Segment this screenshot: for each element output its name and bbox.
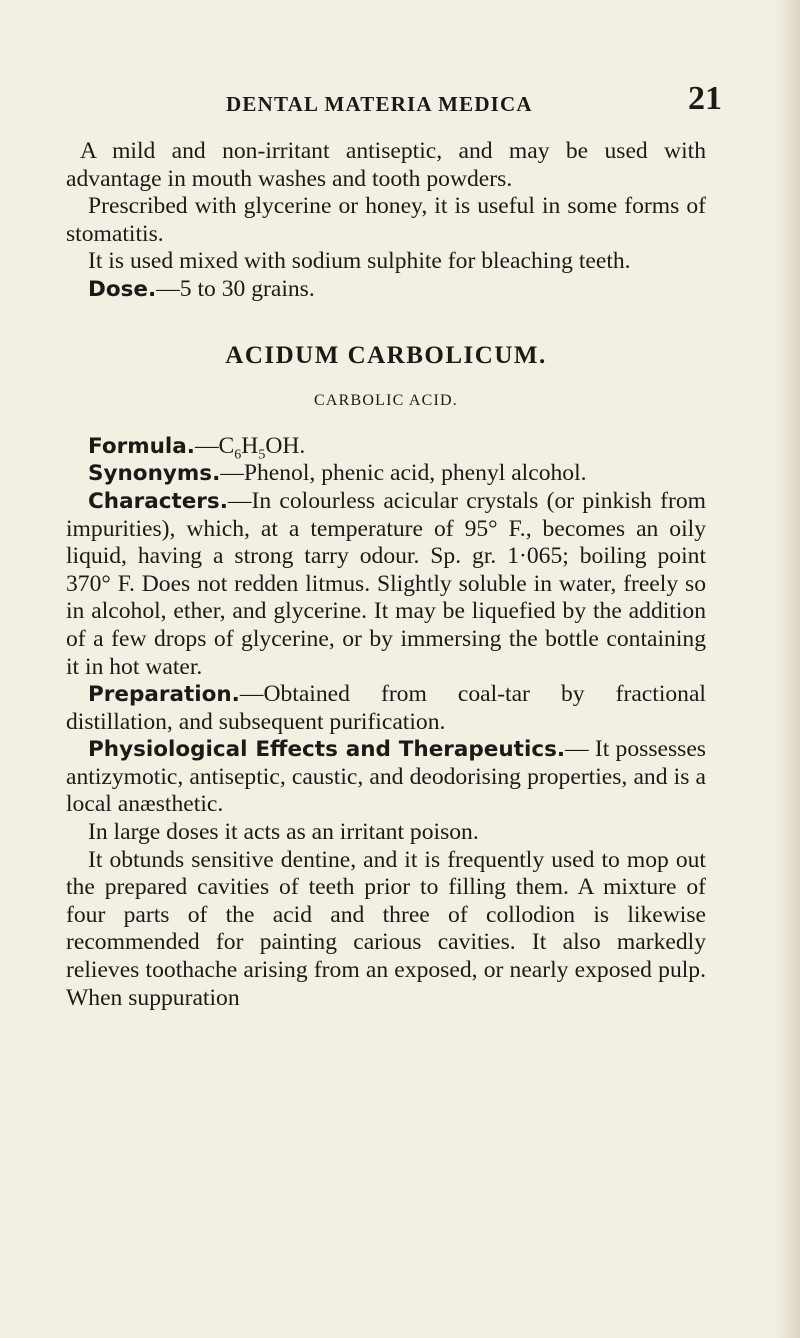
section-heading: ACIDUM CARBOLICUM.: [225, 341, 547, 369]
formula-suffix: OH.: [265, 432, 306, 459]
formula-prefix: —C: [194, 432, 235, 459]
formula-paragraph: [66, 433, 706, 461]
intro-paragraph-1: A mild and non-irritant antiseptic, and may be used with advantage in mouth washes and tooth powders.: [66, 138, 706, 192]
formula-subscript-carbon: 6: [234, 447, 242, 463]
body-text: [66, 138, 706, 1012]
intro-paragraph-3: It is used mixed with sodium sulphite for bleaching teeth.: [88, 248, 631, 275]
section-subheading: CARBOLIC ACID.: [314, 392, 458, 410]
formula-label: Formula.: [88, 433, 195, 459]
dose-paragraph: [66, 276, 706, 304]
dose-label: Dose.: [88, 276, 157, 302]
page-edge-shadow: [774, 0, 800, 1338]
running-title: DENTAL MATERIA MEDICA: [226, 92, 533, 116]
large-doses-paragraph: In large doses it acts as an irritant poison.: [88, 819, 479, 846]
page-number: 21: [688, 80, 722, 117]
dose-text: —5 to 30 grains.: [156, 275, 315, 302]
physiological-paragraph: [66, 736, 706, 819]
preparation-text: —Obtained from coal-tar by fractional distillation, and subsequent purification.: [66, 681, 706, 735]
obtunds-paragraph: It obtunds sensitive dentine, and it is frequently used to mop out the prepared cavities of teeth prior to filling them. A mixture of four parts of the acid and three of collodion is likewise recommended for painting carious cavities. It also markedly relieves toothache arising from an exposed, or nearly exposed pulp. When suppuration: [66, 846, 706, 1011]
preparation-label: Preparation.: [88, 682, 240, 708]
preparation-paragraph: [66, 681, 706, 736]
characters-label: Characters.: [88, 488, 228, 514]
synonyms-text: —Phenol, phenic acid, phenyl alcohol.: [220, 460, 587, 487]
synonyms-paragraph: [66, 460, 706, 488]
physiological-label: Physiological Effects and Therapeutics.: [88, 737, 566, 763]
characters-paragraph: [66, 488, 706, 681]
formula-hydrogen: H: [241, 432, 259, 459]
physiological-text: — It possesses antizymotic, antiseptic, caustic, and deodorising properties, and is a local anæsthetic.: [66, 736, 706, 818]
intro-paragraph-2: Prescribed with glycerine or honey, it is useful in some forms of stomatitis.: [66, 193, 706, 247]
formula-subscript-hydrogen: 5: [258, 447, 266, 463]
synonyms-label: Synonyms.: [88, 461, 221, 487]
characters-text: —In colourless acicular crystals (or pinkish from impurities), which, at a temperature of 95° F., becomes an oily liquid, having a strong tarry odour. Sp. gr. 1·065; boiling point 370° F. Does not redden litmus. Slightly soluble in water, freely so in alcohol, ether, and glycerine. It may be liquefied by the addition of a few drops of glycerine, or by immersing the bottle containing it in hot water.: [66, 487, 706, 680]
